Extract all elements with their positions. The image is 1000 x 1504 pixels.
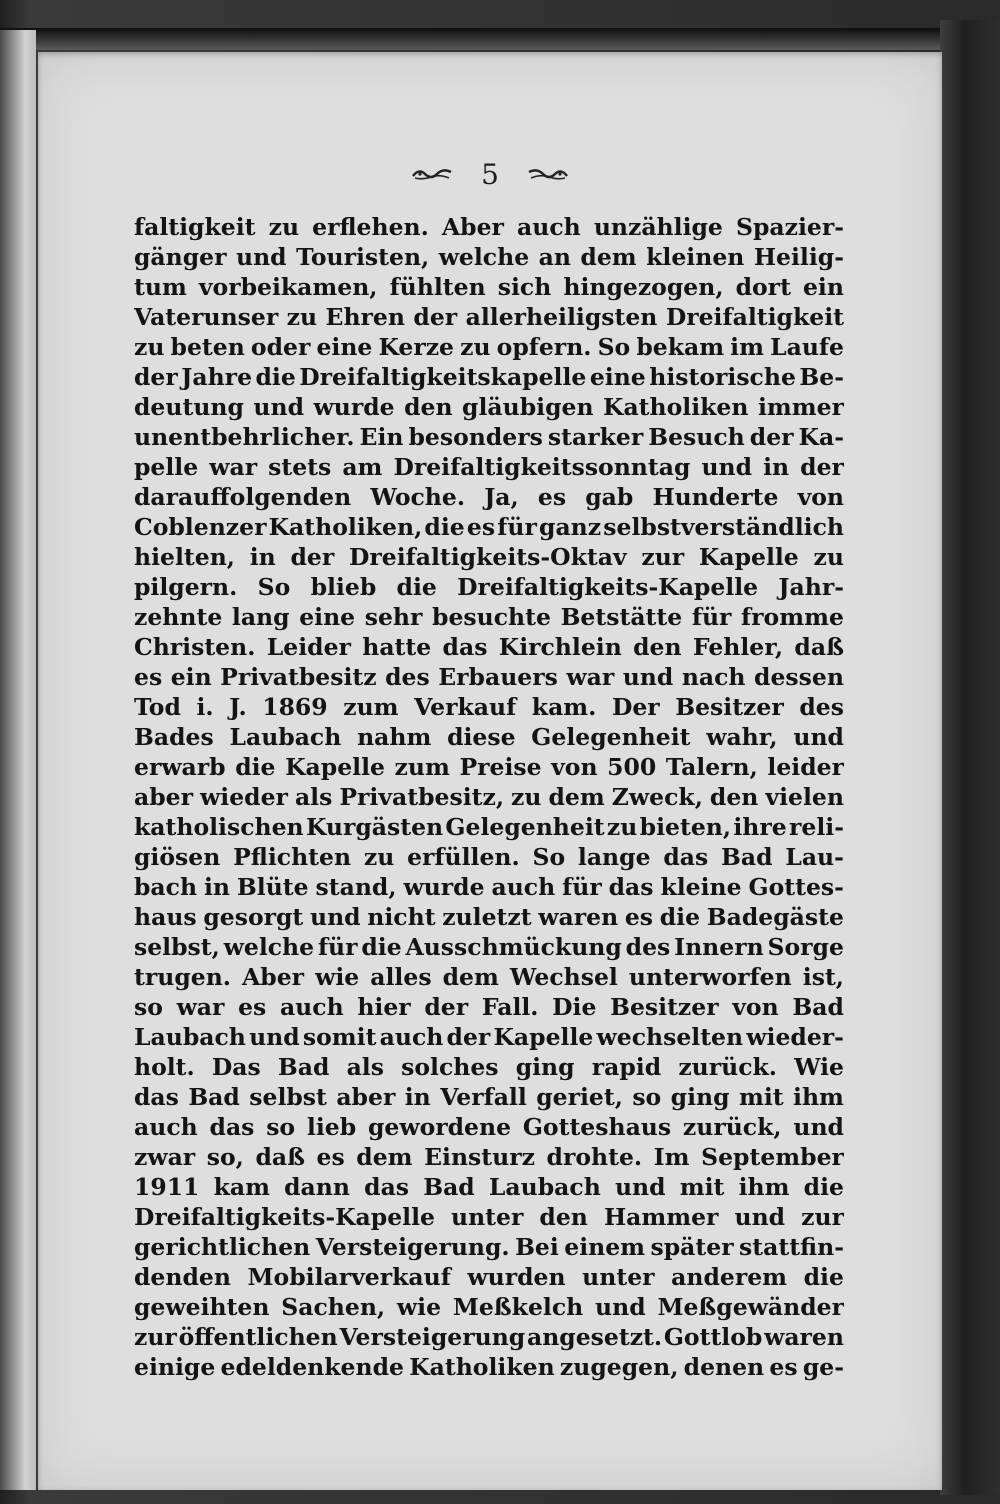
book-page <box>38 52 942 1490</box>
text-line: Tod i. J. 1869 zum Verkauf kam. Der Besitzer des <box>134 693 844 721</box>
text-line: zu beten oder eine Kerze zu opfern. So bekam im Laufe <box>134 333 844 361</box>
text-line: haus gesorgt und nicht zuletzt waren es die Badegäste <box>134 903 844 931</box>
text-line: pilgern. So blieb die Dreifaltigkeits-Kapelle Jahr- <box>134 573 844 601</box>
text-line: tum vorbeikamen, fühlten sich hingezogen, dort ein <box>134 273 844 301</box>
text-line: 1911 kam dann das Bad Laubach und mit ihm die <box>134 1173 844 1201</box>
text-line: das Bad selbst aber in Verfall geriet, so ging mit ihm <box>134 1083 844 1111</box>
text-line: Coblenzer Katholiken, die es für ganz selbstverständlich <box>134 513 844 541</box>
text-line: bach in Blüte stand, wurde auch für das kleine Gottes- <box>134 873 844 901</box>
text-line: darauffolgenden Woche. Ja, es gab Hunderte von <box>134 483 844 511</box>
text-line: giösen Pflichten zu erfüllen. So lange das Bad Lau- <box>134 843 844 871</box>
text-line: der Jahre die Dreifaltigkeitskapelle eine historische Be- <box>134 363 844 391</box>
text-line: Christen. Leider hatte das Kirchlein den Fehler, daß <box>134 633 844 661</box>
text-line: gerichtlichen Versteigerung. Bei einem später stattfin- <box>134 1233 844 1261</box>
text-line: zur öffentlichen Versteigerung angesetzt. Gottlob waren <box>134 1323 844 1351</box>
text-line: geweihten Sachen, wie Meßkelch und Meßgewänder <box>134 1293 844 1321</box>
page-header <box>38 152 942 196</box>
text-line: es ein Privatbesitz des Erbauers war und nach dessen <box>134 663 844 691</box>
text-line: zehnte lang eine sehr besuchte Betstätte für fromme <box>134 603 844 631</box>
book-top-edge <box>0 28 985 50</box>
text-line: unentbehrlicher. Ein besonders starker Besuch der Ka- <box>134 423 844 451</box>
text-line: so war es auch hier der Fall. Die Besitzer von Bad <box>134 993 844 1021</box>
book-right-edge <box>940 20 1000 1495</box>
text-line: selbst, welche für die Ausschmückung des Innern Sorge <box>134 933 844 961</box>
text-line: Laubach und somit auch der Kapelle wechselten wieder- <box>134 1023 844 1051</box>
text-line: trugen. Aber wie alles dem Wechsel unterworfen ist, <box>134 963 844 991</box>
page-number: 5 <box>481 157 499 191</box>
text-line: erwarb die Kapelle zum Preise von 500 Talern, leider <box>134 753 844 781</box>
text-line: denden Mobilarverkauf wurden unter anderem die <box>134 1263 844 1291</box>
text-line: gänger und Touristen, welche an dem kleinen Heilig- <box>134 243 844 271</box>
text-line: aber wieder als Privatbesitz, zu dem Zweck, den vielen <box>134 783 844 811</box>
text-line: Bades Laubach nahm diese Gelegenheit wahr, und <box>134 723 844 751</box>
left-ornament-icon <box>411 166 455 182</box>
text-line: katholischen Kurgästen Gelegenheit zu bieten, ihre reli- <box>134 813 844 841</box>
text-line: Dreifaltigkeits-Kapelle unter den Hammer und zur <box>134 1203 844 1231</box>
text-line: zwar so, daß es dem Einsturz drohte. Im September <box>134 1143 844 1171</box>
body-text <box>134 212 844 1382</box>
text-line: pelle war stets am Dreifaltigkeitssonntag und in der <box>134 453 844 481</box>
text-line: auch das so lieb gewordene Gotteshaus zurück, und <box>134 1113 844 1141</box>
text-line: deutung und wurde den gläubigen Katholiken immer <box>134 393 844 421</box>
text-line: faltigkeit zu erflehen. Aber auch unzählige Spazier- <box>134 213 844 241</box>
right-ornament-icon <box>525 166 569 182</box>
text-line: holt. Das Bad als solches ging rapid zurück. Wie <box>134 1053 844 1081</box>
text-line: hielten, in der Dreifaltigkeits-Oktav zur Kapelle zu <box>134 543 844 571</box>
text-line: Vaterunser zu Ehren der allerheiligsten Dreifaltigkeit <box>134 303 844 331</box>
facing-page-edge <box>0 30 36 1490</box>
text-line: einige edeldenkende Katholiken zugegen, denen es ge- <box>134 1353 844 1381</box>
